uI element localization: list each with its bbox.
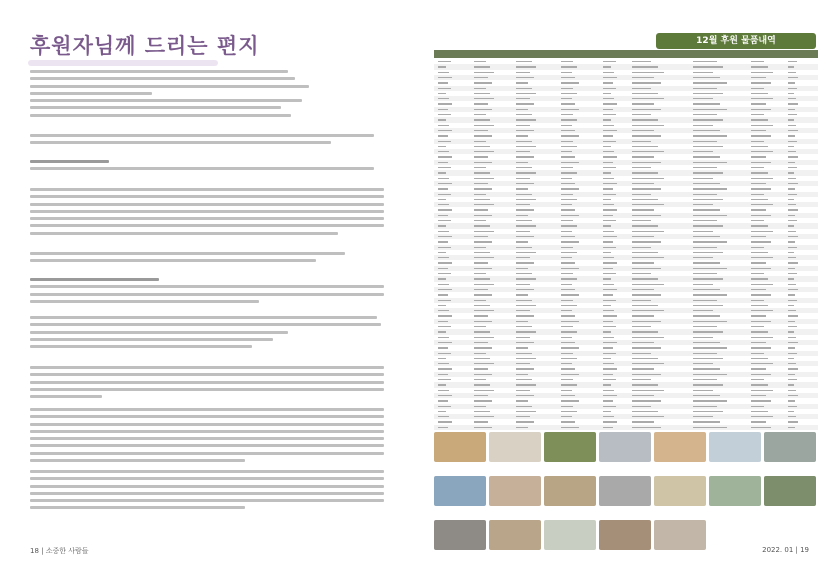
table-header [434, 50, 818, 58]
letter-paragraph-6 [30, 278, 388, 307]
photo [489, 432, 541, 462]
right-page [418, 0, 835, 573]
letter-paragraph-9 [30, 408, 388, 466]
donation-list-banner: 12월 후원 물품내역 [656, 33, 816, 49]
photo [544, 520, 596, 550]
page-number-right: 2022. 01 | 19 [762, 546, 809, 554]
photo [654, 520, 706, 550]
photo [434, 432, 486, 462]
photo [764, 432, 816, 462]
photo [654, 476, 706, 506]
letter-title: 후원자님께 드리는 편지 [30, 33, 260, 58]
photo [544, 476, 596, 506]
table-row [434, 425, 818, 430]
photo [434, 520, 486, 550]
letter-paragraph-8 [30, 366, 388, 402]
letter-paragraph-3 [30, 160, 388, 175]
photo [709, 432, 761, 462]
letter-paragraph-1 [30, 70, 388, 121]
letter-paragraph-10 [30, 470, 388, 514]
photo [764, 476, 816, 506]
photo [654, 432, 706, 462]
page-number-left: 18 | 소중한 사람들 [30, 547, 89, 555]
letter-paragraph-5 [30, 252, 388, 267]
title-underline [28, 60, 218, 66]
letter-paragraph-4 [30, 188, 388, 239]
letter-paragraph-7 [30, 316, 388, 352]
photo [599, 432, 651, 462]
photo [489, 520, 541, 550]
photo [599, 520, 651, 550]
photo [434, 476, 486, 506]
left-page [0, 0, 417, 573]
photo [544, 432, 596, 462]
letter-paragraph-2 [30, 134, 388, 149]
photo [599, 476, 651, 506]
photo-grid [434, 432, 818, 564]
photo [709, 476, 761, 506]
photo [489, 476, 541, 506]
